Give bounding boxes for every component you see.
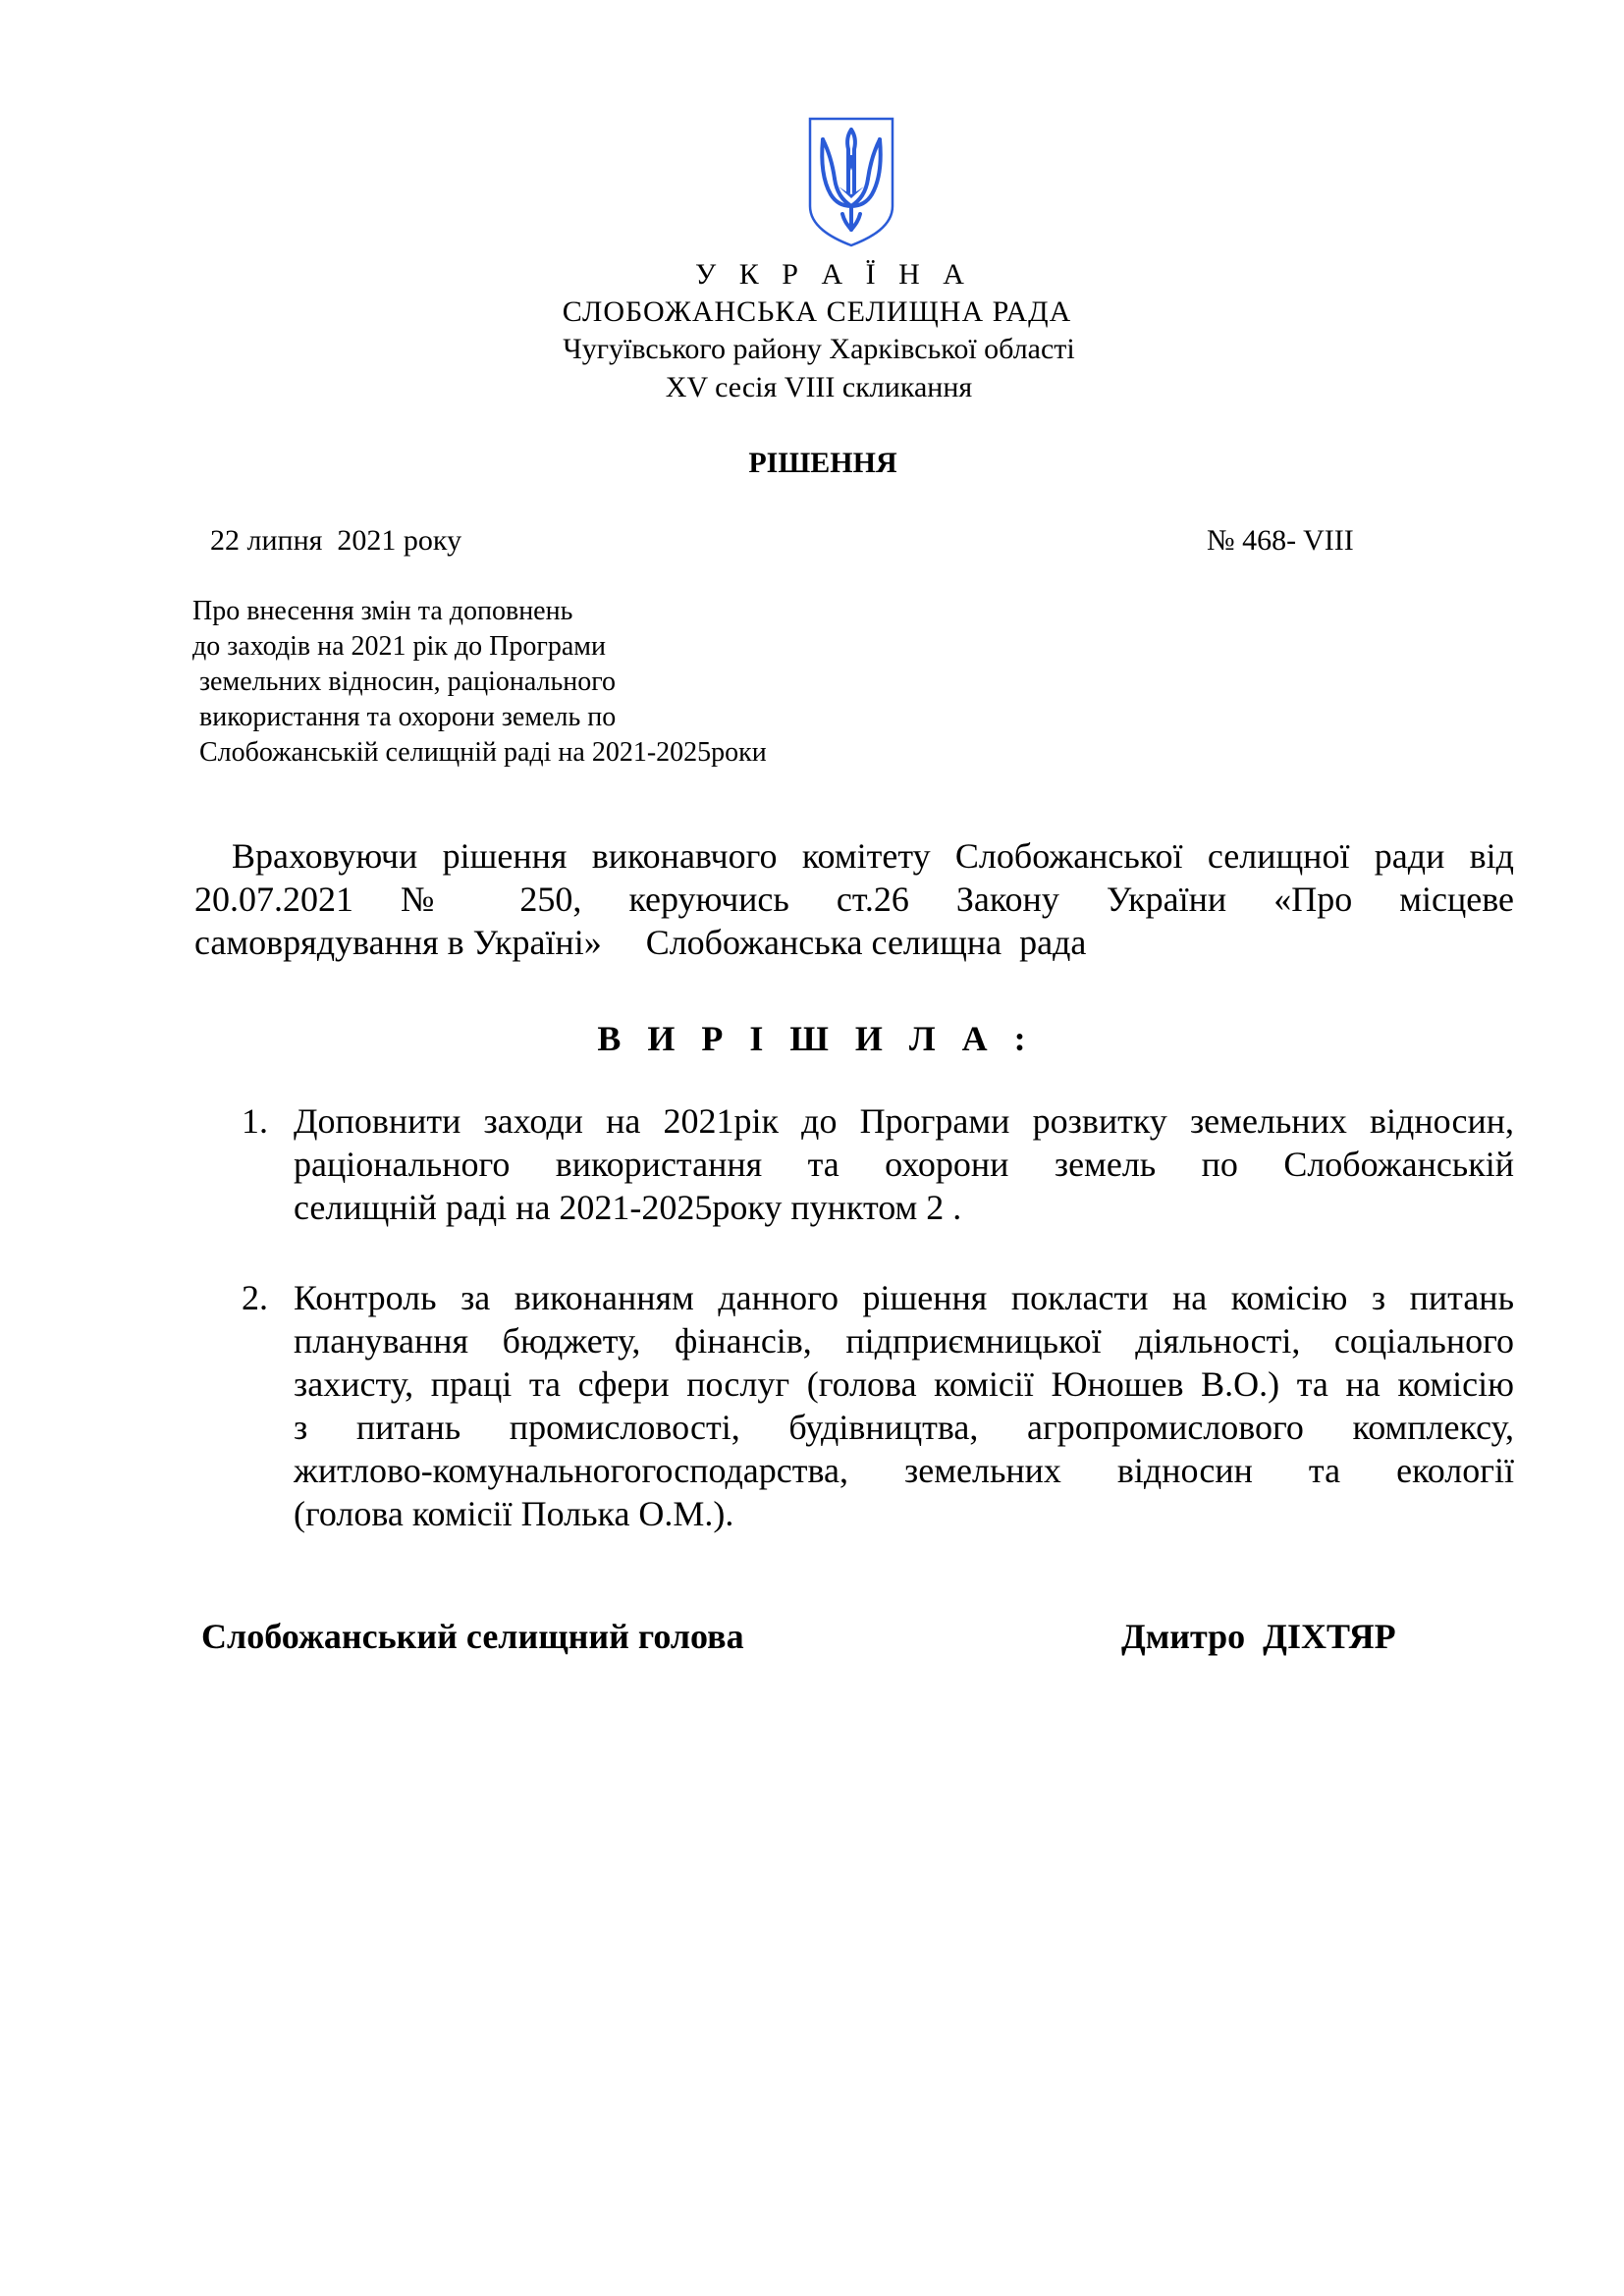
preamble-paragraph (194, 834, 1514, 964)
country-name: У К Р А Ї Н А (695, 258, 972, 291)
signatory-name: Дмитро ДІХТЯР (1121, 1617, 1396, 1656)
item-text (294, 1276, 1514, 1535)
item-text (294, 1099, 1514, 1229)
document-type-title: РІШЕННЯ (748, 447, 897, 479)
council-name: СЛОБОЖАНСЬКА СЕЛИЩНА РАДА (562, 295, 1072, 328)
item-line: селищній раді на 2021-2025року пунктом 2 . (294, 1188, 962, 1227)
item-line: планування бюджету, фінансів, підприємницької діяльності, соціального (294, 1321, 1514, 1361)
preamble-line: 20.07.2021 № 250, керуючись ст.26 Закону України «Про місцеве (194, 880, 1514, 919)
item-number: 1. (242, 1101, 268, 1141)
session-info: XV сесія VIII скликання (665, 371, 973, 403)
document-subject (192, 594, 767, 771)
item-line: житлово-комунальногогосподарства, земельних відносин та екології (294, 1451, 1514, 1490)
resolved-heading: В И Р І Ш И Л А : (597, 1019, 1035, 1058)
item-number: 2. (242, 1278, 268, 1317)
subject-line: до заходів на 2021 рік до Програми (192, 631, 606, 662)
item-line: (голова комісії Полька О.М.). (294, 1494, 734, 1533)
item-line: Контроль за виконанням данного рішення покласти на комісію з питань (294, 1278, 1514, 1317)
subject-line: використання та охорони земель по (192, 702, 617, 732)
document-number: № 468- VIII (1207, 524, 1354, 557)
item-line: з питань промисловості, будівництва, агропромислового комплексу, (294, 1408, 1514, 1447)
district-name: Чугуївського району Харківської області (563, 333, 1075, 365)
item-line: захисту, праці та сфери послуг (голова комісії Юношев В.О.) та на комісію (294, 1364, 1514, 1404)
subject-line: Про внесення змін та доповнень (192, 596, 573, 626)
coat-of-arms-icon (807, 116, 895, 247)
subject-line: земельних відносин, раціонального (192, 667, 617, 697)
signatory-title: Слобожанський селищний голова (201, 1617, 744, 1656)
item-line: Доповнити заходи на 2021рік до Програми розвитку земельних відносин, (294, 1101, 1514, 1141)
item-line: раціонального використання та охорони земель по Слобожанській (294, 1145, 1514, 1184)
preamble-line: Враховуючи рішення виконавчого комітету Слобожанської селищної ради від (232, 836, 1514, 876)
document-date: 22 липня 2021 року (210, 524, 462, 557)
subject-line: Слобожанській селищній раді на 2021-2025роки (192, 737, 767, 768)
preamble-line: самоврядування в Україні» Слобожанська селищна рада (194, 923, 1087, 962)
